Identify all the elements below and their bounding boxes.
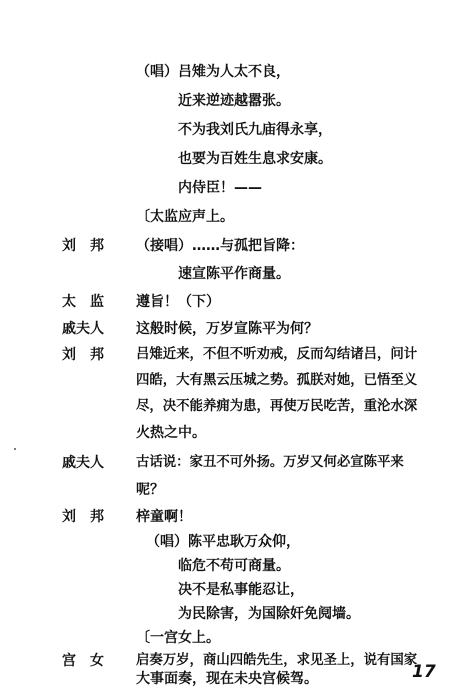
text-line: 启奏万岁，商山四皓先生，求见圣上，说有国家 xyxy=(136,653,418,668)
text-line: 近来逆迹越嚣张。 xyxy=(178,93,290,109)
page-number: 17 xyxy=(412,662,436,682)
text-line: 吕雉近来，不但不听劝戒，反而勾结诸吕，问计 xyxy=(136,347,418,362)
text-line: 不为我刘氏九庙得永享， xyxy=(178,122,332,138)
text-line: （唱）陈平忠耿万众仰， xyxy=(146,534,300,550)
scan-speck xyxy=(14,448,16,450)
stage-direction: 〔太监应声上。 xyxy=(136,209,234,225)
text-line: （唱）吕雉为人太不良， xyxy=(136,64,290,80)
speaker-label: 太 监 xyxy=(62,294,104,310)
text-line: 临危不苟可商量。 xyxy=(178,558,290,574)
text-line: 呢？ xyxy=(136,482,164,498)
text-line: 四皓，大有黑云压城之势。孤朕对她，已悟至义 xyxy=(136,373,418,388)
text-line: 也要为百姓生息求安康。 xyxy=(178,151,332,167)
speaker-label: 刘 邦 xyxy=(62,347,104,363)
text-line: 速宣陈平作商量。 xyxy=(178,266,290,282)
speaker-label: 戚夫人 xyxy=(62,455,104,471)
text-line: 为民除害，为国除奸免阋墙。 xyxy=(178,606,360,622)
stage-direction: 〔一宫女上。 xyxy=(136,630,220,646)
speaker-label: 刘 邦 xyxy=(62,509,104,525)
text-line: 遵旨！（下） xyxy=(136,294,220,310)
text-line: 内侍臣！—— xyxy=(178,180,262,196)
text-line: 梓童啊！ xyxy=(136,509,192,525)
text-line: 这般时候，万岁宣陈平为何？ xyxy=(136,321,318,337)
text-line: 决不是私事能忍让， xyxy=(178,582,304,598)
text-line: 古话说：家丑不可外扬。万岁又何必宣陈平来 xyxy=(136,455,404,470)
text-line: 尽，决不能养痈为患，再使万民吃苦，重沦水深 xyxy=(136,399,418,414)
speaker-label: 戚夫人 xyxy=(62,321,104,337)
text-line: （接唱）……与孤把旨降： xyxy=(136,238,304,254)
speaker-label: 宫 女 xyxy=(62,653,104,669)
text-line: 大事面奏，现在未央宫候驾。 xyxy=(136,671,318,687)
speaker-label: 刘 邦 xyxy=(62,238,104,254)
text-line: 火热之中。 xyxy=(136,425,206,441)
